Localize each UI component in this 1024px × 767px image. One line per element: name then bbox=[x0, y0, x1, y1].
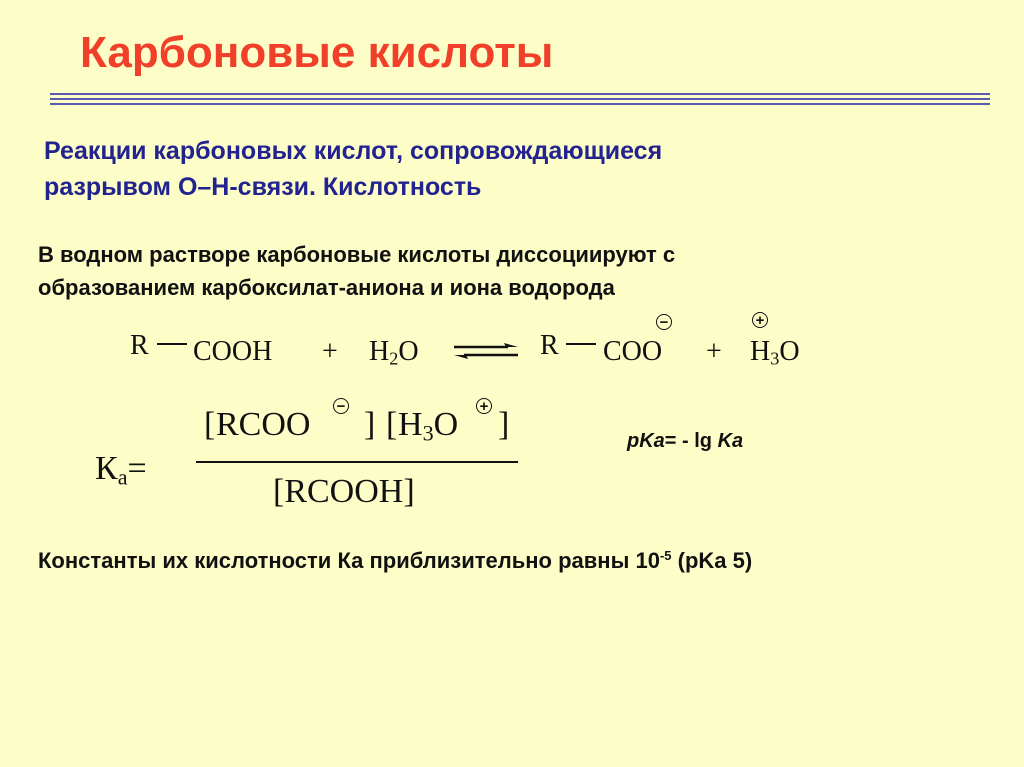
eq-carboxylate: COO bbox=[603, 336, 663, 367]
eq-bond-left bbox=[157, 343, 187, 345]
eq-water: $H_2O$ bbox=[369, 336, 419, 369]
eq-plus-1: + bbox=[322, 336, 338, 367]
eq-r-left: R bbox=[130, 330, 149, 361]
ka-plus-charge-icon: + bbox=[476, 398, 492, 414]
section-subtitle bbox=[44, 133, 964, 205]
intro-paragraph bbox=[38, 238, 978, 304]
ka-num-hydronium: $H_3O$ bbox=[398, 406, 459, 446]
eq-r-right: R bbox=[540, 330, 559, 361]
eq-plus-2: + bbox=[706, 336, 722, 367]
pka-lhs: pKa bbox=[627, 430, 665, 452]
intro-line-2: образованием карбоксилат-аниона и иона водорода bbox=[38, 275, 615, 300]
subtitle-line-1: Реакции карбоновых кислот, сопровождающиеся bbox=[44, 137, 663, 165]
pka-rhs-text: = - lg bbox=[664, 430, 718, 452]
acidity-constants-statement: Константы их кислотности Ка приблизительно равны $10^{-5}$ (pKa 5) bbox=[38, 548, 753, 573]
ka-num-bracket-close-1: ] bbox=[364, 406, 376, 443]
ka-num-bracket-close-2: ] bbox=[498, 406, 510, 443]
fraction-bar bbox=[196, 461, 518, 463]
subtitle-line-2: разрывом О–Н-связи. Кислотность bbox=[44, 173, 482, 201]
ka-symbol: $К_a=$ bbox=[95, 450, 147, 490]
pka-definition bbox=[627, 430, 743, 453]
plus-charge-icon: + bbox=[752, 312, 768, 328]
eq-bond-right bbox=[566, 343, 596, 345]
ka-minus-charge-icon: − bbox=[333, 398, 349, 414]
minus-charge-icon: − bbox=[656, 314, 672, 330]
eq-cooh: COOH bbox=[193, 336, 273, 367]
ka-num-carboxylate: RCOO bbox=[216, 406, 311, 443]
ka-num-bracket-open-2: [ bbox=[386, 406, 398, 443]
pka-rhs-ka: Ka bbox=[717, 430, 744, 452]
page-title: Карбоновые кислоты bbox=[80, 28, 554, 77]
ka-num-bracket-open-1: [ bbox=[204, 406, 216, 443]
exponent: -5 bbox=[659, 548, 672, 564]
eq-hydronium: $H_3O$ bbox=[750, 336, 800, 369]
intro-line-1: В водном растворе карбоновые кислоты диссоциируют с bbox=[38, 242, 676, 267]
equilibrium-arrows-icon bbox=[450, 340, 522, 362]
ka-denominator: [RCOOH] bbox=[273, 473, 415, 510]
